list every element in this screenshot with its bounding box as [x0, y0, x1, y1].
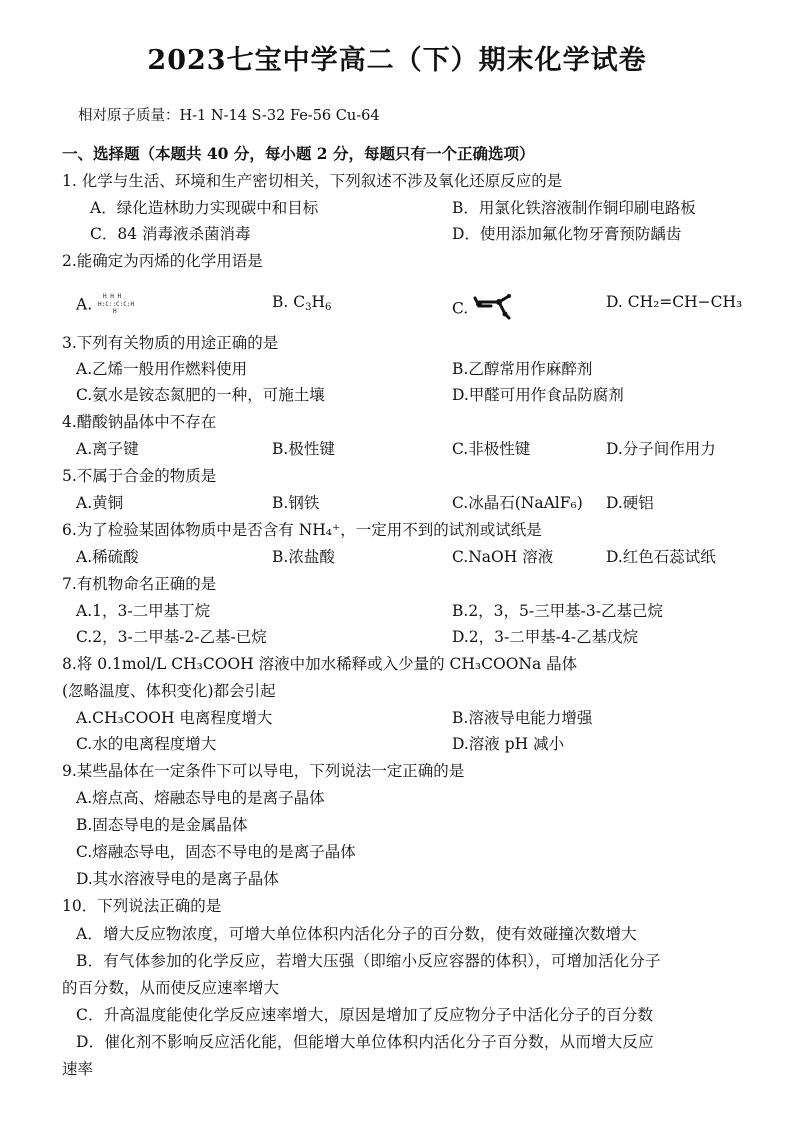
q2-option-b-label: B.	[272, 293, 289, 311]
q5-option-d: D.硬铝	[606, 494, 654, 512]
q10-option-a: A．增大反应物浓度，可增大单位体积内活化分子的百分数，使有效碰撞次数增大	[76, 925, 637, 943]
q9-stem: 9.某些晶体在一定条件下可以导电，下列说法一定正确的是	[62, 762, 465, 780]
q8-option-d: D.溶液 pH 减小	[452, 735, 565, 753]
q4-option-c: C.非极性键	[452, 440, 531, 458]
q7-option-b: B.2，3，5-三甲基-3-乙基己烷	[452, 602, 663, 620]
q5-option-c: C.冰晶石(NaAlF₆)	[452, 494, 583, 512]
q2-option-c	[452, 292, 517, 327]
q4-option-b: B.极性键	[272, 440, 335, 458]
svg-text:H: H	[113, 308, 117, 314]
q5-option-b: B.钢铁	[272, 494, 320, 512]
q7-option-a: A.1，3-二甲基丁烷	[76, 602, 211, 620]
q10-option-b-line1: B．有气体参加的化学反应，若增大压强（即缩小反应容器的体积），可增加活化分子	[76, 952, 661, 970]
q4-option-a: A.离子键	[76, 440, 139, 458]
q5-stem: 5.不属于合金的物质是	[62, 467, 217, 485]
q3-stem: 3.下列有关物质的用途正确的是	[62, 334, 279, 352]
q1-option-d: D．使用添加氟化物牙膏预防龋齿	[452, 225, 682, 243]
q7-option-c: C.2，3-二甲基-2-乙基-已烷	[76, 628, 267, 646]
q6-option-c: C.NaOH 溶液	[452, 548, 554, 566]
q10-stem: 10．下列说法正确的是	[62, 897, 222, 915]
ball-stick-model-icon	[473, 292, 517, 327]
q8-stem-line1: 8.将 0.1mol/L CH₃COOH 溶液中加水稀释或入少量的 CH₃COONa 晶体	[62, 655, 578, 673]
svg-text:H H H: H H H	[103, 293, 122, 300]
q8-option-a: A.CH₃COOH 电离程度增大	[76, 709, 273, 727]
q10-option-d-line1: D．催化剂不影响反应活化能，但能增大单位体积内活化分子百分数，从而增大反应	[76, 1033, 654, 1051]
q9-option-c: C.熔融态导电，固态不导电的是离子晶体	[76, 843, 356, 861]
q2-option-b-formula: $C_3H_6$	[293, 293, 332, 313]
q6-option-d: D.红色石蕊试纸	[606, 548, 716, 566]
electron-formula-image	[97, 292, 157, 319]
q6-option-b: B.浓盐酸	[272, 548, 335, 566]
q5-option-a: A.黄铜	[76, 494, 124, 512]
atomic-masses: 相对原子质量：H-1 N-14 S-32 Fe-56 Cu-64	[78, 108, 380, 124]
section-heading: 一、选择题（本题共 40 分，每小题 2 分，每题只有一个正确选项）	[62, 144, 535, 163]
q6-option-a: A.稀硫酸	[76, 548, 139, 566]
q3-option-c: C.氨水是铵态氮肥的一种，可施土壤	[76, 386, 325, 404]
q8-option-c: C.水的电离程度增大	[76, 735, 217, 753]
q10-option-b-line2: 的百分数，从而使反应速率增大	[62, 979, 280, 997]
q1-stem: 1. 化学与生活、环境和生产密切相关，下列叙述不涉及氧化还原反应的是	[62, 172, 563, 190]
q1-option-c: C．84 消毒液杀菌消毒	[90, 225, 251, 243]
q3-option-b: B.乙醇常用作麻醉剂	[452, 360, 593, 378]
q6-stem: 6.为了检验某固体物质中是否含有 NH₄⁺，一定用不到的试剂或试纸是	[62, 521, 542, 539]
q9-option-b: B.固态导电的是金属晶体	[76, 816, 248, 834]
q4-option-d: D.分子间作用力	[606, 440, 716, 458]
q4-stem: 4.醋酸钠晶体中不存在	[62, 413, 217, 431]
q2-option-a	[76, 292, 157, 319]
q8-option-b: B.溶液导电能力增强	[452, 709, 593, 727]
page-title: 2023七宝中学高二（下）期末化学试卷	[147, 45, 647, 76]
q9-option-d: D.其水溶液导电的是离子晶体	[76, 870, 279, 888]
q10-option-c: C．升高温度能使化学反应速率增大，原因是增加了反应物分子中活化分子的百分数	[76, 1006, 654, 1024]
q1-option-b: B．用氯化铁溶液制作铜印刷电路板	[452, 199, 696, 217]
q1-option-a: A．绿化造林助力实现碳中和目标	[90, 199, 319, 217]
q9-option-a: A.熔点高、熔融态导电的是离子晶体	[76, 789, 325, 807]
q10-option-d-line2: 速率	[62, 1060, 94, 1078]
q2-stem: 2.能确定为丙烯的化学用语是	[62, 252, 263, 270]
q2-option-c-label: C.	[452, 299, 469, 318]
q3-option-a: A.乙烯一般用作燃料使用	[76, 360, 248, 378]
q7-option-d: D.2，3-二甲基-4-乙基戊烷	[452, 628, 639, 646]
q3-option-d: D.甲醛可用作食品防腐剂	[452, 386, 624, 404]
q2-option-a-label: A.	[76, 295, 93, 314]
q7-stem: 7.有机物命名正确的是	[62, 575, 217, 593]
q2-option-d: D. CH₂=CH−CH₃	[606, 293, 743, 311]
q2-option-b	[272, 292, 331, 312]
q8-stem-line2: (忽略温度、体积变化)都会引起	[62, 682, 276, 700]
svg-text:H:C::C:C:H: H:C::C:C:H	[98, 301, 135, 308]
